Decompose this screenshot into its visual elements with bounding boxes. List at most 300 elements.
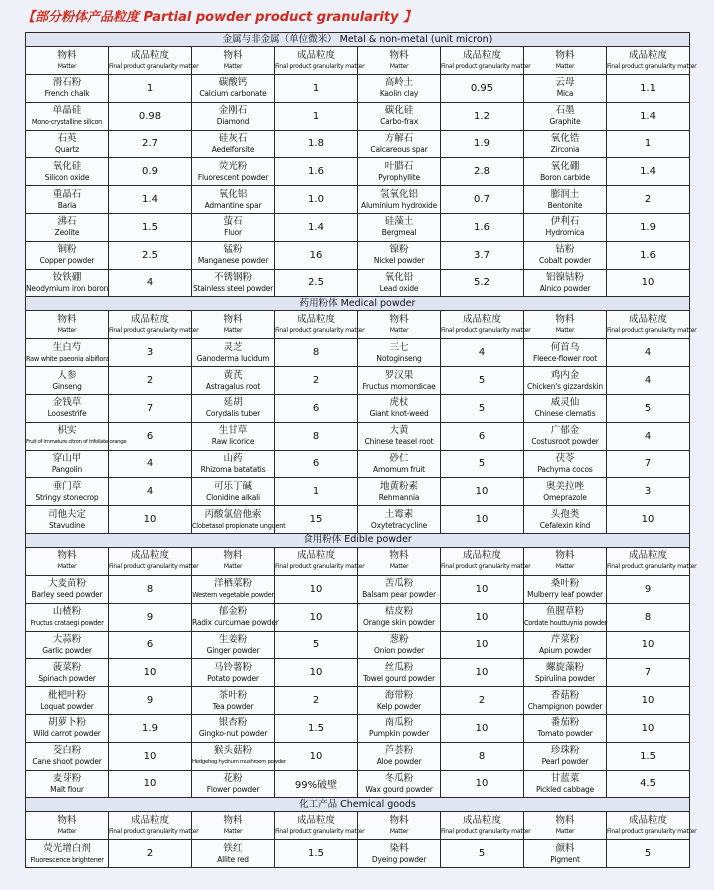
granularity-cell: 10	[441, 631, 524, 659]
matter-cell	[26, 102, 109, 130]
table-row	[26, 367, 690, 395]
matter-cell	[26, 422, 127, 450]
matter-en: Fluor	[224, 228, 242, 238]
matter-en: Calcareous spar	[370, 144, 428, 154]
header-matter	[26, 311, 109, 339]
header-matter-cn: 物料	[389, 814, 409, 826]
granularity-cell: 10	[275, 659, 358, 687]
matter-cell	[524, 186, 607, 214]
matter-en: Wax gourd powder	[365, 784, 433, 794]
matter-en: Admantine spar	[204, 200, 262, 210]
header-matter	[192, 812, 275, 840]
matter-cn: 硅灰石	[218, 132, 248, 144]
matter-cn: 大麦苗粉	[47, 578, 86, 590]
granularity-cell: 10	[109, 742, 192, 770]
matter-cn: 鱼腥草粉	[545, 606, 584, 618]
table-row	[26, 394, 690, 422]
matter-cell	[358, 213, 441, 241]
header-matter-cn: 物料	[555, 313, 575, 325]
header-granularity	[441, 311, 531, 339]
matter-cn: 螺旋藻粉	[545, 661, 584, 673]
matter-cell	[524, 422, 607, 450]
header-granularity-cn: 成品粒度	[629, 313, 668, 325]
granularity-cell: 4	[441, 339, 524, 367]
matter-en: Champignon powder	[527, 701, 603, 711]
matter-cn: 氧化铝	[218, 188, 248, 200]
section-header-row	[26, 297, 690, 311]
matter-en: French chalk	[44, 89, 90, 99]
matter-cn: 鸡内金	[550, 369, 580, 381]
granularity-cell: 2	[441, 687, 524, 715]
matter-en: Corydalis tuber	[205, 409, 261, 419]
matter-en: Flower powder	[206, 784, 260, 794]
header-granularity	[607, 812, 697, 840]
matter-en: Fluorescent powder	[197, 172, 269, 182]
granularity-cell: 8	[607, 603, 690, 631]
matter-cell	[358, 575, 441, 603]
matter-cell	[358, 186, 441, 214]
header-granularity	[109, 812, 199, 840]
matter-en: Gingko-nut powder	[198, 729, 268, 739]
matter-en: Fleece-flower root	[532, 353, 598, 363]
header-granularity	[607, 47, 697, 75]
matter-cell	[358, 269, 441, 297]
matter-en: Stainless steel powder	[192, 283, 274, 293]
matter-en: Allite red	[217, 854, 249, 864]
header-granularity-en: Final product granularity matter	[109, 62, 199, 70]
matter-cn: 荧光粉	[218, 160, 248, 172]
matter-cn: 氧化硅	[52, 160, 82, 172]
matter-cell	[358, 770, 441, 798]
table-row	[26, 659, 690, 687]
matter-cn: 钕铁硼	[52, 271, 82, 283]
matter-cn: 滑石粉	[52, 77, 82, 89]
granularity-cell: 6	[275, 394, 358, 422]
matter-en: Quartz	[54, 144, 79, 154]
matter-cell	[192, 840, 275, 868]
matter-cell	[192, 75, 275, 103]
table-row	[26, 75, 690, 103]
granularity-cell: 7	[607, 659, 690, 687]
matter-en: Pumpkin powder	[369, 729, 429, 739]
table-row	[26, 840, 690, 868]
granularity-cell: 2.8	[441, 158, 524, 186]
header-granularity-en: Final product granularity matter	[275, 563, 365, 571]
table-row	[26, 603, 690, 631]
header-matter-cn: 物料	[223, 550, 243, 562]
section-header-row	[26, 533, 690, 547]
granularity-cell: 8	[275, 339, 358, 367]
matter-cn: 镍粉	[389, 244, 409, 256]
header-granularity-en: Final product granularity matter	[607, 563, 697, 571]
matter-cn: 山楂粉	[52, 606, 82, 618]
matter-en: Kelp powder	[376, 701, 422, 711]
matter-en: Neodymium iron boron	[26, 283, 109, 293]
matter-en: Radix curcumae powder	[192, 618, 279, 628]
matter-cn: 灵芝	[223, 341, 243, 353]
matter-en: Amomum fruit	[373, 464, 425, 474]
matter-cn: 砂仁	[389, 452, 409, 464]
granularity-cell: 2	[275, 367, 358, 395]
granularity-cell: 5	[441, 450, 524, 478]
matter-cn: 延胡	[223, 397, 243, 409]
header-granularity-cn: 成品粒度	[462, 313, 501, 325]
granularity-cell: 4	[607, 367, 690, 395]
header-matter	[358, 47, 441, 75]
granularity-cell: 6	[109, 422, 192, 450]
matter-cell	[358, 631, 441, 659]
granularity-cell: 7	[607, 450, 690, 478]
header-matter-en: Matter	[57, 563, 77, 571]
matter-cn: 枇杷叶粉	[47, 689, 86, 701]
header-matter-en: Matter	[223, 563, 243, 571]
header-matter-en: Matter	[223, 827, 243, 835]
header-matter-en: Matter	[57, 62, 77, 70]
matter-cell	[524, 659, 607, 687]
matter-en: Ginseng	[52, 381, 82, 391]
matter-cell	[26, 631, 109, 659]
matter-cn: 高岭土	[384, 77, 414, 89]
matter-cell	[192, 478, 275, 506]
matter-cell	[26, 339, 109, 367]
matter-cn: 生白芍	[52, 341, 82, 353]
matter-en: Ganoderma lucidum	[196, 353, 270, 363]
granularity-cell: 10	[441, 714, 524, 742]
header-granularity	[109, 311, 199, 339]
header-granularity-en: Final product granularity matter	[275, 62, 365, 70]
granularity-cell: 10	[109, 659, 192, 687]
granularity-cell: 2	[109, 840, 192, 868]
matter-cn: 冬瓜粉	[384, 772, 414, 784]
matter-en: Baria	[57, 200, 77, 210]
header-granularity-en: Final product granularity matter	[441, 563, 531, 571]
header-granularity-en: Final product granularity matter	[109, 326, 199, 334]
matter-cell	[358, 394, 441, 422]
granularity-cell: 10	[441, 603, 524, 631]
matter-en: Garlic powder	[42, 645, 92, 655]
matter-cn: 石英	[57, 132, 77, 144]
header-matter-cn: 物料	[389, 49, 409, 61]
table-row	[26, 450, 690, 478]
matter-cn: 垂门草	[52, 480, 82, 492]
granularity-cell: 10	[109, 506, 192, 534]
granularity-cell: 3.7	[441, 241, 524, 269]
matter-cn: 银杏粉	[218, 717, 248, 729]
matter-cn: 何首乌	[550, 341, 580, 353]
matter-en: Silicon oxide	[44, 172, 90, 182]
granularity-cell: 10	[275, 603, 358, 631]
matter-cell	[192, 659, 275, 687]
matter-cell	[524, 770, 607, 798]
granularity-cell: 1.6	[607, 241, 690, 269]
matter-cn: 洋栖菜粉	[213, 578, 252, 590]
granularity-cell: 2.7	[109, 130, 192, 158]
matter-en: Orange skin powder	[363, 618, 435, 628]
matter-cn: 氧化硼	[550, 160, 580, 172]
granularity-cell: 7	[109, 394, 192, 422]
matter-cn: 钴粉	[555, 244, 575, 256]
matter-en: Cefalexin kind	[539, 520, 591, 530]
header-matter-cn: 物料	[57, 550, 77, 562]
granularity-cell: 99%破壁	[275, 770, 358, 798]
header-granularity-cn: 成品粒度	[462, 814, 501, 826]
matter-en: Graphite	[549, 117, 581, 127]
granularity-cell: 10	[441, 478, 524, 506]
matter-cell	[358, 241, 441, 269]
matter-en: Mica	[556, 89, 574, 99]
matter-cn: 南瓜粉	[384, 717, 414, 729]
matter-cn: 芦荟粉	[384, 745, 414, 757]
matter-en: Cobalt powder	[539, 256, 591, 266]
matter-cell	[26, 659, 109, 687]
granularity-cell: 8	[441, 742, 524, 770]
table-row	[26, 714, 690, 742]
matter-cell	[358, 102, 441, 130]
table-row	[26, 478, 690, 506]
granularity-cell: 1.0	[275, 186, 358, 214]
matter-en: Stavudine	[49, 520, 85, 530]
matter-en: Raw white paeonia albiflora	[26, 354, 110, 363]
granularity-cell: 0.9	[109, 158, 192, 186]
matter-cn: 茭白粉	[52, 745, 82, 757]
matter-cell	[26, 714, 109, 742]
matter-cell	[192, 575, 275, 603]
page-title: 【部分粉体产品粒度 Partial powder product granularity 】	[22, 10, 417, 25]
header-granularity	[275, 47, 365, 75]
header-matter-cn: 物料	[57, 313, 77, 325]
header-granularity-en: Final product granularity matter	[109, 827, 199, 835]
granularity-cell: 1.4	[275, 213, 358, 241]
header-matter-cn: 物料	[57, 814, 77, 826]
column-header-row	[26, 812, 690, 840]
matter-cell	[524, 742, 607, 770]
matter-cn: 威灵仙	[550, 397, 580, 409]
matter-cell	[26, 770, 109, 798]
header-granularity-cn: 成品粒度	[130, 313, 169, 325]
matter-cell	[192, 367, 275, 395]
matter-cell	[524, 506, 607, 534]
matter-en: Barley seed powder	[31, 590, 103, 600]
matter-cn: 罗汉果	[384, 369, 414, 381]
header-matter-en: Matter	[223, 62, 243, 70]
matter-cn: 胡萝卜粉	[47, 717, 86, 729]
matter-en: Rhizoma batatatis	[200, 464, 266, 474]
header-granularity-en: Final product granularity matter	[109, 563, 199, 571]
matter-en: Clobetasol propionate unguent	[192, 521, 286, 530]
matter-en: Malt flour	[50, 784, 84, 794]
header-granularity	[441, 812, 531, 840]
matter-cell	[192, 742, 286, 770]
granularity-cell: 1	[275, 75, 358, 103]
header-matter-cn: 物料	[223, 814, 243, 826]
matter-cell	[358, 130, 441, 158]
section-title: 化工产品 Chemical goods	[26, 798, 690, 812]
matter-cell	[358, 339, 441, 367]
granularity-cell: 10	[607, 269, 690, 297]
granularity-cell: 1.2	[441, 102, 524, 130]
matter-en: Aloe powder	[376, 757, 422, 767]
matter-cell	[358, 506, 441, 534]
matter-cn: 麦芽粉	[52, 772, 82, 784]
matter-cn: 重晶石	[52, 188, 82, 200]
matter-en: Balsam pear powder	[362, 590, 436, 600]
granularity-cell: 1.1	[607, 75, 690, 103]
header-granularity-cn: 成品粒度	[296, 313, 335, 325]
matter-cell	[358, 659, 441, 687]
matter-cn: 甘蓝菜	[550, 772, 580, 784]
granularity-cell: 4	[607, 339, 690, 367]
matter-cell	[192, 687, 275, 715]
granularity-cell: 2	[607, 186, 690, 214]
matter-en: Fruit of immature citron of trifoliate orange	[26, 439, 127, 446]
matter-cell	[524, 269, 607, 297]
matter-cn: 人参	[57, 369, 77, 381]
header-granularity	[441, 47, 531, 75]
granularity-cell: 3	[607, 478, 690, 506]
granularity-cell: 1	[109, 75, 192, 103]
matter-en: Mulberry leaf powder	[527, 590, 603, 600]
matter-en: Lead oxide	[379, 283, 419, 293]
header-matter	[192, 547, 275, 575]
matter-en: Raw licorice	[211, 437, 255, 447]
granularity-cell: 2	[275, 687, 358, 715]
matter-cn: 石墨	[555, 105, 575, 117]
matter-en: Onion powder	[373, 645, 424, 655]
matter-cell	[192, 714, 275, 742]
matter-cell	[524, 102, 607, 130]
matter-en: Pigment	[550, 854, 580, 864]
matter-cell	[192, 631, 275, 659]
table-row	[26, 770, 690, 798]
matter-cn: 花粉	[223, 772, 243, 784]
column-header-row	[26, 311, 690, 339]
matter-en: Potato powder	[207, 673, 259, 683]
matter-cn: 氧化锆	[550, 132, 580, 144]
matter-cell	[26, 575, 109, 603]
matter-cn: 黄芪	[223, 369, 243, 381]
header-matter-cn: 物料	[223, 313, 243, 325]
header-granularity-cn: 成品粒度	[462, 49, 501, 61]
matter-cn: 可乐丁碱	[213, 480, 252, 492]
granularity-cell: 10	[109, 770, 192, 798]
matter-en: Manganese powder	[197, 256, 269, 266]
header-matter-cn: 物料	[389, 550, 409, 562]
matter-en: Oxytetracycline	[370, 520, 428, 530]
matter-en: Fluorescence brightener	[30, 855, 104, 864]
matter-cn: 芹菜粉	[550, 633, 580, 645]
matter-en: Western vegetable powder	[192, 591, 274, 600]
section-header-row	[26, 33, 690, 47]
matter-cn: 菠菜粉	[52, 661, 82, 673]
matter-en: Pearl powder	[541, 757, 589, 767]
matter-en: Aedelforsite	[211, 144, 255, 154]
granularity-cell: 1.6	[441, 213, 524, 241]
header-granularity-cn: 成品粒度	[462, 550, 501, 562]
matter-cn: 铝镍钴粉	[545, 271, 584, 283]
granularity-cell: 3	[109, 339, 192, 367]
matter-en: Zeolite	[54, 228, 80, 238]
section-title: 药用粉体 Medical powder	[26, 297, 690, 311]
matter-cell	[524, 367, 607, 395]
matter-en: Diamond	[216, 117, 250, 127]
matter-cn: 膨润土	[550, 188, 580, 200]
granularity-cell: 9	[109, 687, 192, 715]
header-matter-en: Matter	[223, 326, 243, 334]
matter-cn: 方解石	[384, 132, 414, 144]
matter-en: Pachyma cocos	[537, 464, 593, 474]
granularity-cell: 5.2	[441, 269, 524, 297]
matter-cell	[26, 213, 109, 241]
header-granularity-cn: 成品粒度	[629, 550, 668, 562]
granularity-cell: 1.4	[607, 102, 690, 130]
header-granularity	[109, 547, 199, 575]
matter-cell	[358, 158, 441, 186]
table-row	[26, 213, 690, 241]
header-matter-cn: 物料	[555, 49, 575, 61]
matter-cell	[524, 158, 607, 186]
header-granularity-cn: 成品粒度	[629, 49, 668, 61]
granularity-cell: 10	[441, 770, 524, 798]
header-matter-en: Matter	[389, 563, 409, 571]
granularity-cell: 1.5	[607, 742, 690, 770]
header-matter-cn: 物料	[223, 49, 243, 61]
table-row	[26, 158, 690, 186]
matter-cn: 珍珠粉	[550, 745, 580, 757]
matter-cn: 沸石	[57, 216, 77, 228]
matter-cn: 穿山甲	[52, 452, 82, 464]
matter-en: Fructus momordicae	[362, 381, 436, 391]
matter-cn: 单晶硅	[52, 105, 82, 117]
matter-cell	[524, 130, 607, 158]
matter-cell	[524, 339, 607, 367]
matter-en: Zirconia	[550, 144, 580, 154]
granularity-cell: 10	[607, 687, 690, 715]
granularity-cell: 1.9	[607, 213, 690, 241]
matter-en: Astragalus root	[205, 381, 261, 391]
granularity-cell: 5	[607, 394, 690, 422]
granularity-cell: 10	[607, 714, 690, 742]
granularity-cell: 9	[607, 575, 690, 603]
granularity-cell: 1.5	[109, 213, 192, 241]
matter-cn: 萤石	[223, 216, 243, 228]
header-matter-cn: 物料	[57, 49, 77, 61]
header-granularity	[607, 547, 697, 575]
matter-en: Chinese teasel root	[364, 437, 434, 447]
matter-cn: 番茄粉	[550, 717, 580, 729]
header-matter	[358, 311, 441, 339]
header-granularity-en: Final product granularity matter	[441, 827, 531, 835]
header-matter-en: Matter	[57, 326, 77, 334]
matter-cell	[358, 742, 441, 770]
table-row	[26, 631, 690, 659]
matter-cell	[26, 241, 109, 269]
matter-cn: 虎杖	[389, 397, 409, 409]
matter-cn: 染料	[389, 842, 409, 854]
matter-en: Pangolin	[51, 464, 83, 474]
granularity-cell: 1.8	[275, 130, 358, 158]
granularity-cell: 1	[275, 102, 358, 130]
matter-en: Rehmannia	[378, 492, 420, 502]
granularity-cell: 1.5	[275, 714, 358, 742]
matter-en: Kaolin clay	[379, 89, 419, 99]
granularity-cell: 10	[441, 659, 524, 687]
matter-en: Hedgehog hydnum mushroom powder	[192, 759, 286, 766]
header-granularity	[275, 547, 365, 575]
matter-cell	[192, 450, 275, 478]
matter-cell	[524, 478, 607, 506]
matter-cn: 碳酸钙	[218, 77, 248, 89]
matter-en: Spinach powder	[38, 673, 96, 683]
